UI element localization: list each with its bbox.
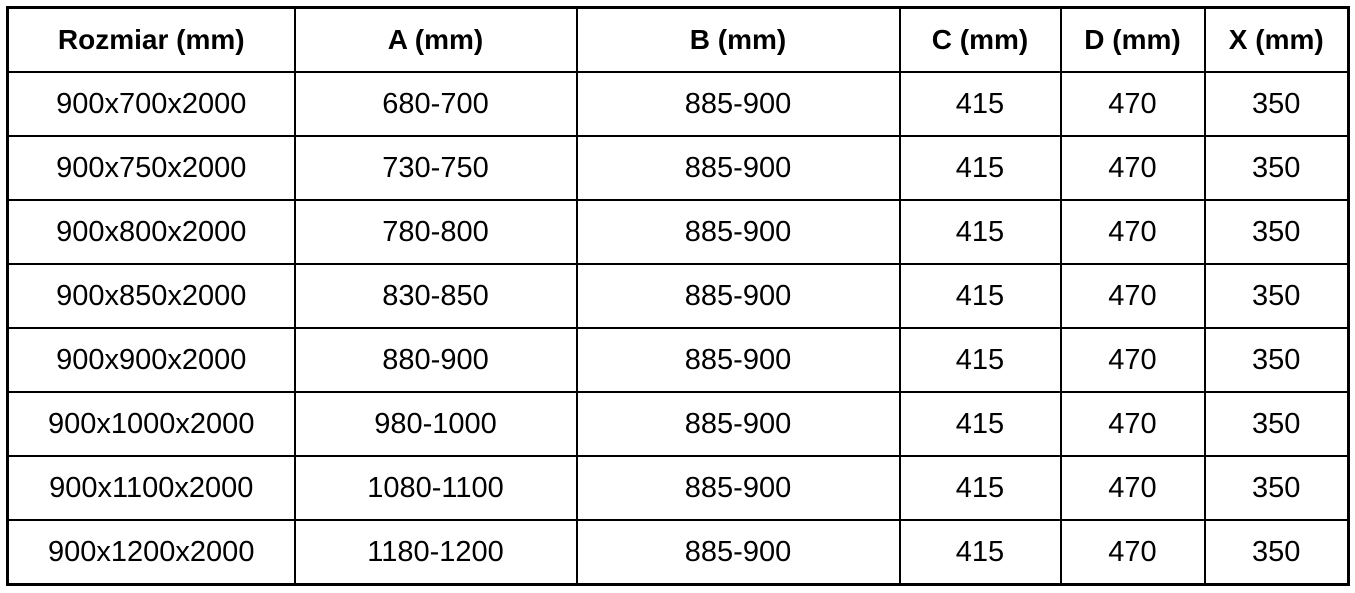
table-row bbox=[8, 520, 1349, 585]
table-cell-rozmiar: 900x700x2000 bbox=[8, 72, 295, 136]
table-cell-d: 470 bbox=[1061, 72, 1205, 136]
table-cell-x: 350 bbox=[1205, 136, 1349, 200]
table-cell-d: 470 bbox=[1061, 520, 1205, 585]
table-cell-b: 885-900 bbox=[577, 72, 900, 136]
size-spec-table bbox=[6, 6, 1350, 586]
table-cell-x: 350 bbox=[1205, 72, 1349, 136]
table-cell-a: 830-850 bbox=[295, 264, 577, 328]
table-cell-rozmiar: 900x850x2000 bbox=[8, 264, 295, 328]
table-cell-c: 415 bbox=[900, 328, 1061, 392]
table-cell-d: 470 bbox=[1061, 392, 1205, 456]
table-cell-x: 350 bbox=[1205, 200, 1349, 264]
table-cell-rozmiar: 900x900x2000 bbox=[8, 328, 295, 392]
table-cell-rozmiar: 900x1100x2000 bbox=[8, 456, 295, 520]
column-header-c: C (mm) bbox=[900, 8, 1061, 73]
table-cell-b: 885-900 bbox=[577, 264, 900, 328]
table-cell-x: 350 bbox=[1205, 456, 1349, 520]
table-cell-d: 470 bbox=[1061, 328, 1205, 392]
column-header-x: X (mm) bbox=[1205, 8, 1349, 73]
table-cell-c: 415 bbox=[900, 72, 1061, 136]
table-row bbox=[8, 264, 1349, 328]
table-cell-rozmiar: 900x800x2000 bbox=[8, 200, 295, 264]
table-row bbox=[8, 200, 1349, 264]
table-row bbox=[8, 392, 1349, 456]
table-cell-a: 1080-1100 bbox=[295, 456, 577, 520]
column-header-a: A (mm) bbox=[295, 8, 577, 73]
table-cell-b: 885-900 bbox=[577, 392, 900, 456]
table-cell-c: 415 bbox=[900, 520, 1061, 585]
table-cell-d: 470 bbox=[1061, 136, 1205, 200]
table-cell-b: 885-900 bbox=[577, 328, 900, 392]
table-cell-c: 415 bbox=[900, 392, 1061, 456]
table-cell-a: 780-800 bbox=[295, 200, 577, 264]
table-cell-rozmiar: 900x1200x2000 bbox=[8, 520, 295, 585]
table-cell-x: 350 bbox=[1205, 264, 1349, 328]
table-body bbox=[8, 72, 1349, 585]
size-spec-table-container bbox=[6, 6, 1350, 586]
table-cell-c: 415 bbox=[900, 264, 1061, 328]
column-header-b: B (mm) bbox=[577, 8, 900, 73]
table-cell-a: 1180-1200 bbox=[295, 520, 577, 585]
table-cell-c: 415 bbox=[900, 200, 1061, 264]
table-cell-d: 470 bbox=[1061, 200, 1205, 264]
table-cell-rozmiar: 900x1000x2000 bbox=[8, 392, 295, 456]
table-cell-d: 470 bbox=[1061, 264, 1205, 328]
table-row bbox=[8, 328, 1349, 392]
table-cell-b: 885-900 bbox=[577, 520, 900, 585]
table-cell-x: 350 bbox=[1205, 520, 1349, 585]
table-cell-b: 885-900 bbox=[577, 456, 900, 520]
table-cell-rozmiar: 900x750x2000 bbox=[8, 136, 295, 200]
table-cell-x: 350 bbox=[1205, 328, 1349, 392]
table-cell-a: 980-1000 bbox=[295, 392, 577, 456]
table-cell-d: 470 bbox=[1061, 456, 1205, 520]
table-cell-c: 415 bbox=[900, 456, 1061, 520]
table-cell-a: 730-750 bbox=[295, 136, 577, 200]
table-cell-a: 880-900 bbox=[295, 328, 577, 392]
table-row bbox=[8, 72, 1349, 136]
table-cell-x: 350 bbox=[1205, 392, 1349, 456]
table-cell-c: 415 bbox=[900, 136, 1061, 200]
header-row bbox=[8, 8, 1349, 73]
table-cell-a: 680-700 bbox=[295, 72, 577, 136]
table-cell-b: 885-900 bbox=[577, 200, 900, 264]
table-row bbox=[8, 136, 1349, 200]
table-row bbox=[8, 456, 1349, 520]
column-header-d: D (mm) bbox=[1061, 8, 1205, 73]
column-header-rozmiar: Rozmiar (mm) bbox=[8, 8, 295, 73]
table-cell-b: 885-900 bbox=[577, 136, 900, 200]
